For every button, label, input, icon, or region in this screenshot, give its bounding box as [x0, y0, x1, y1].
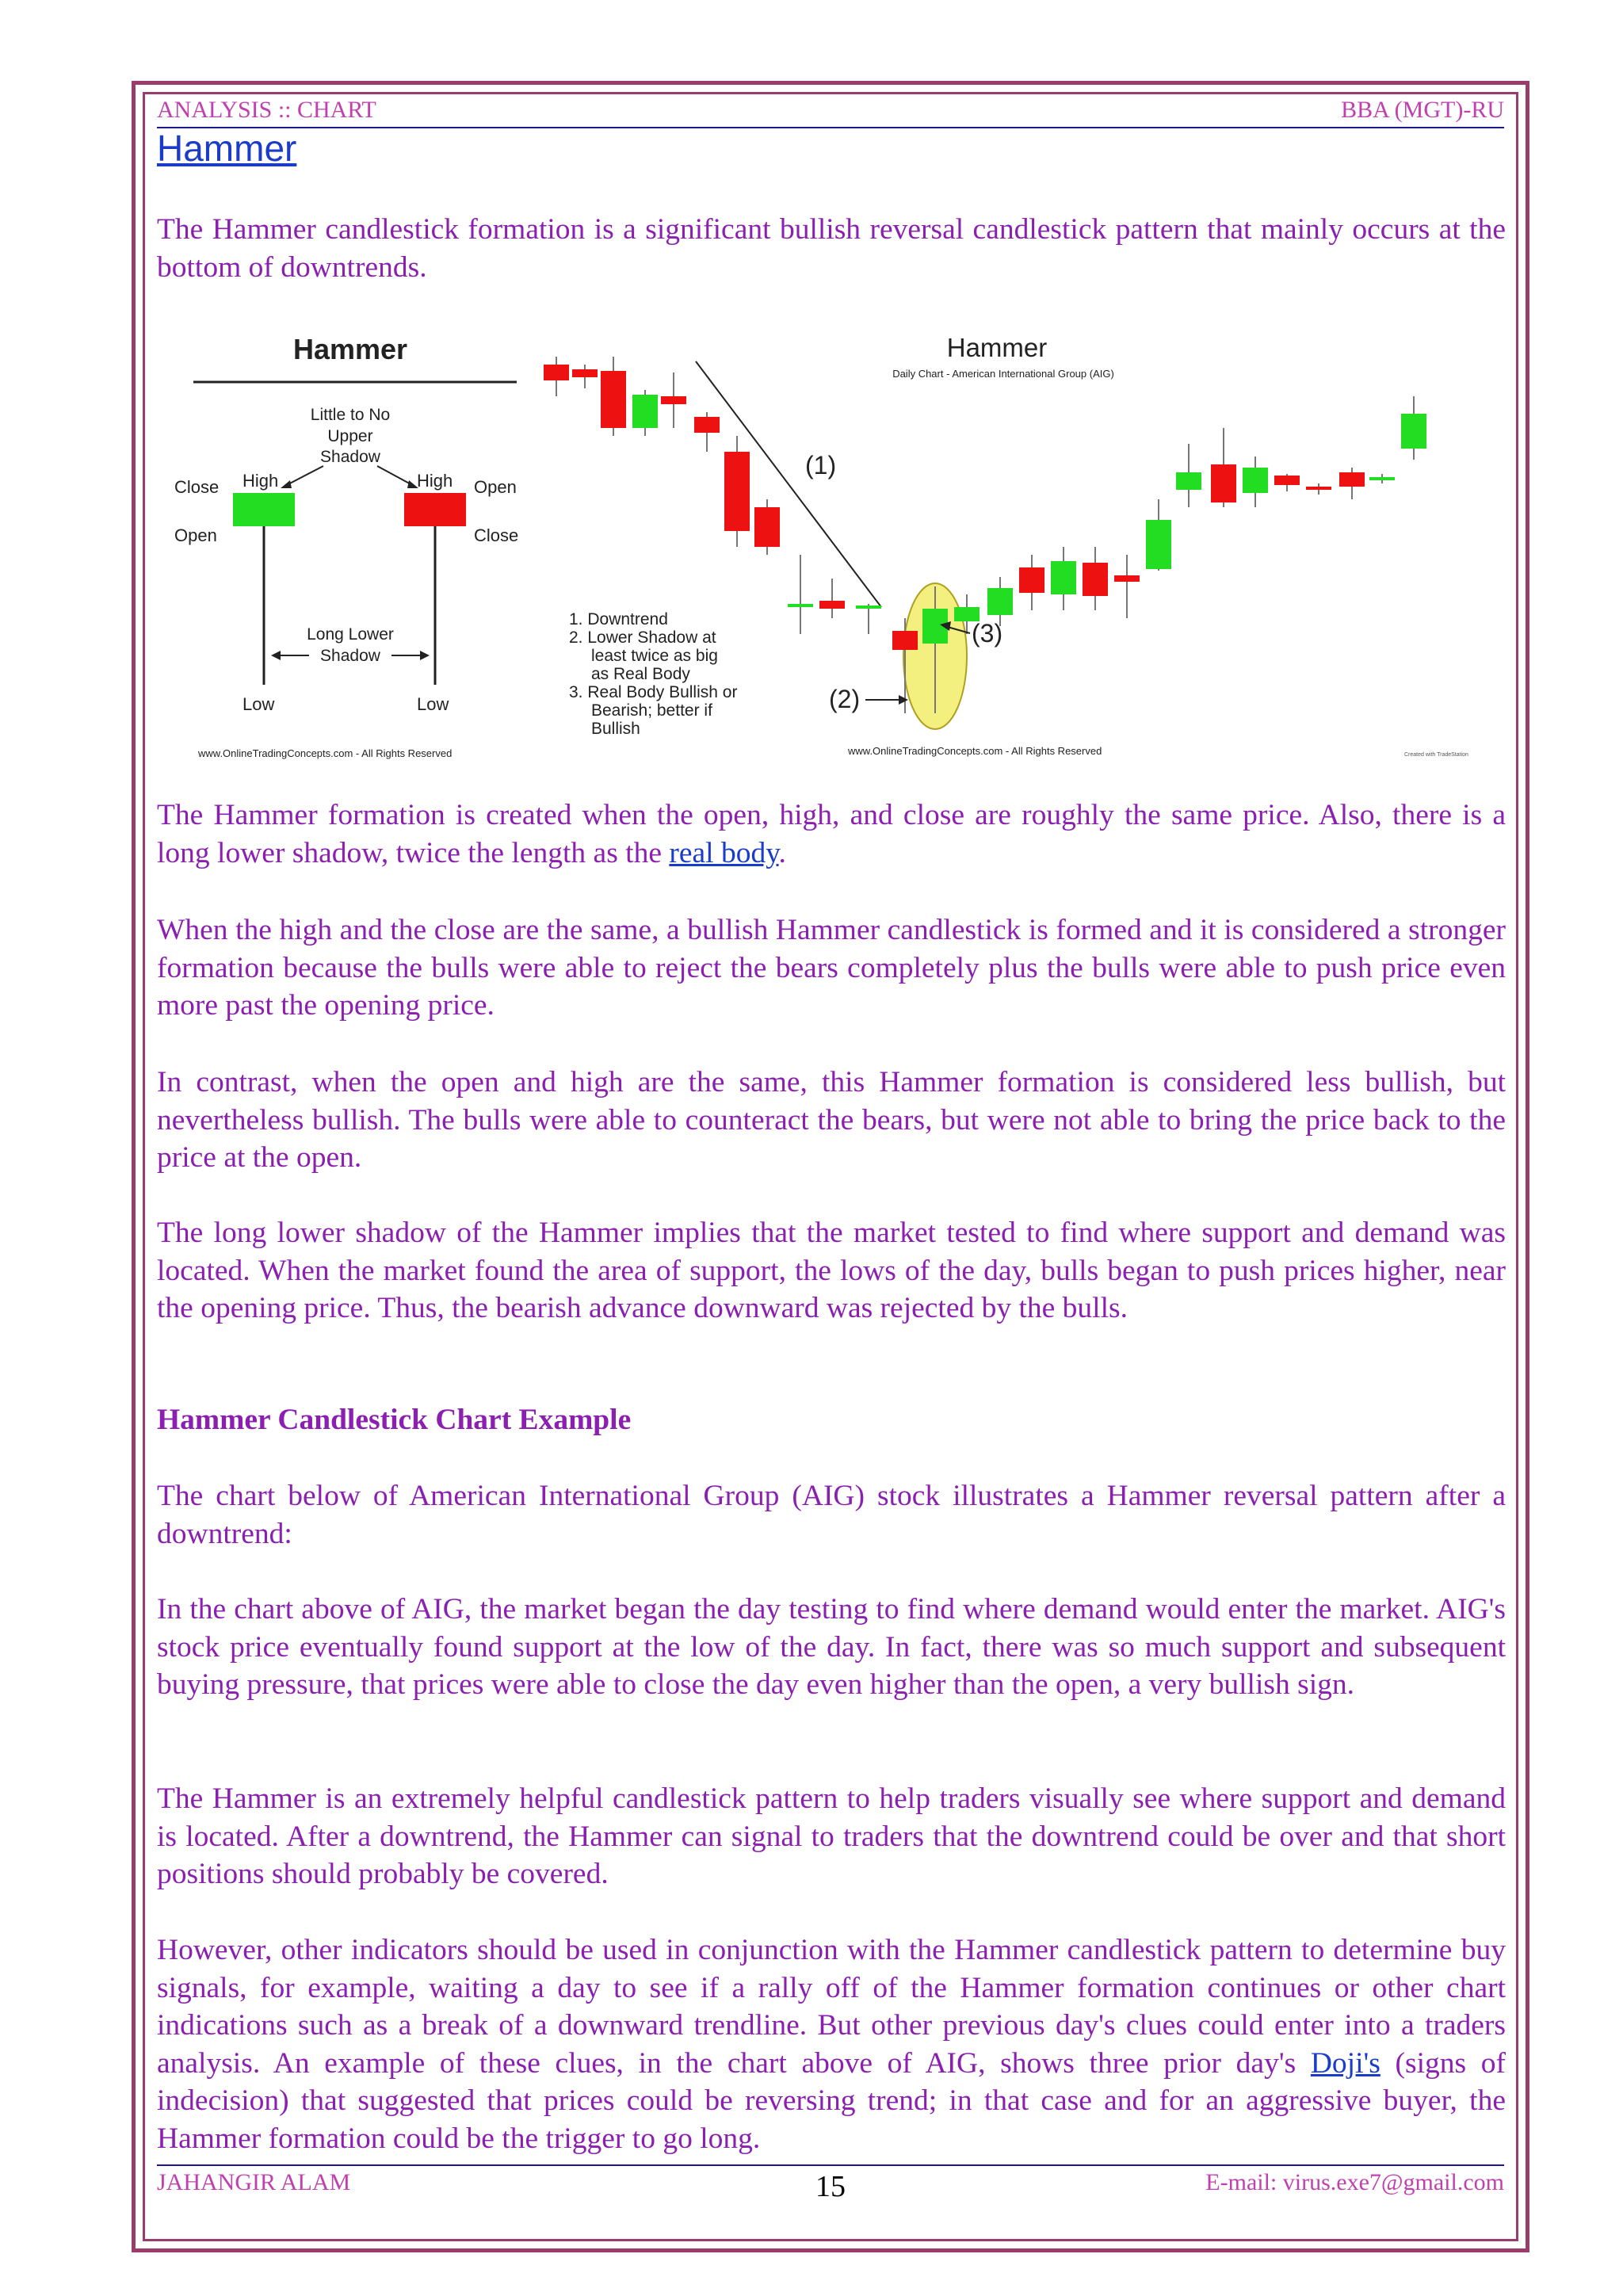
- hammer-figure-svg: [166, 317, 1506, 769]
- chart-notes: [569, 610, 737, 738]
- candle-body-4: [661, 396, 686, 404]
- candle-body-27: [1401, 414, 1426, 449]
- high-label-right: High: [417, 471, 453, 491]
- label-real-body: (3): [972, 619, 1003, 648]
- page-header: [157, 97, 1504, 128]
- candle-body-24: [1306, 487, 1331, 490]
- candle-body-5: [694, 417, 720, 433]
- candle-body-7: [754, 507, 780, 547]
- footer-email[interactable]: E-mail: virus.exe7@gmail.com: [1205, 2169, 1504, 2195]
- indicators-paragraph: [157, 1931, 1506, 2157]
- candle-body-16: [1051, 561, 1076, 594]
- formation-paragraph: [157, 797, 1506, 872]
- candle-body-18: [1114, 575, 1140, 582]
- footer-author: JAHANGIR ALAM: [157, 2169, 351, 2195]
- dojis-link[interactable]: Doji's: [1310, 2046, 1381, 2080]
- intro-paragraph: The Hammer candlestick formation is a significant bullish reversal candlestick pattern that mainly occurs at the bottom of downtrends.: [157, 213, 1506, 284]
- lower-shadow-label-1: Long Lower: [307, 625, 394, 644]
- candle-body-2: [601, 371, 626, 428]
- label-downtrend: (1): [805, 451, 837, 479]
- formation-text-end: .: [778, 836, 786, 869]
- bullish-hammer-paragraph: When the high and the close are the same, a bullish Hammer candlestick is formed and it is considered a stronger formation because the bulls were able to reject the bears completely plus the bulls were able to push price even more past the opening price.: [157, 914, 1506, 1022]
- candle-body-19: [1146, 520, 1171, 569]
- close-label-left: Close: [174, 477, 220, 497]
- candle-body-20: [1176, 472, 1201, 490]
- downtrend-line: [696, 361, 881, 607]
- candle-body-9: [819, 601, 845, 609]
- candle-body-1: [572, 369, 598, 377]
- indicators-text-end: (signs of indecision) that suggested that prices could be reversing trend; in that case and for an aggressive buyer, the Hammer formation could be the trigger to go long.: [157, 2046, 1506, 2155]
- candle-body-17: [1083, 563, 1108, 596]
- close-label-right: Close: [474, 525, 519, 545]
- upper-shadow-label-2: Upper: [327, 427, 373, 445]
- chart-credit: www.OnlineTradingConcepts.com - All Rights Reserved: [848, 745, 1102, 757]
- note-7: Bullish: [591, 720, 640, 738]
- note-4: as Real Body: [591, 665, 690, 683]
- header-section: ANALYSIS :: CHART: [157, 97, 376, 123]
- chart-title: Hammer: [946, 333, 1048, 362]
- candle-body-6: [724, 452, 750, 531]
- lower-shadow-label-2: Shadow: [320, 647, 380, 665]
- lower-shadow-pointer-head: [899, 695, 908, 705]
- candle-body-0: [544, 365, 569, 380]
- note-1: 1. Downtrend: [569, 610, 668, 628]
- page-number: 15: [815, 2170, 846, 2203]
- diagram-title: Hammer: [292, 333, 408, 365]
- example-subheading: Hammer Candlestick Chart Example: [157, 1404, 632, 1436]
- formation-text: The Hammer formation is created when the open, high, and close are roughly the same price. Also, there is a long lower shadow, twice the length as the: [157, 799, 1506, 869]
- high-label-left: High: [242, 471, 279, 491]
- aig-chart: [544, 333, 1468, 758]
- contrast-paragraph: In contrast, when the open and high are the same, this Hammer formation is considered less bullish, but nevertheless bullish. The bulls were able to counteract the bears, but were not able to bring the price back to the price at the open.: [157, 1066, 1506, 1174]
- upper-shadow-label-3: Shadow: [320, 448, 380, 466]
- candle-body-10: [856, 606, 881, 609]
- candle-body-23: [1274, 476, 1300, 485]
- candle-body-8: [788, 604, 813, 607]
- label-lower-shadow: (2): [829, 685, 861, 713]
- aig-intro-paragraph: The chart below of American International Group (AIG) stock illustrates a Hammer reversal pattern after a downtrend:: [157, 1480, 1506, 1550]
- candle-body-22: [1243, 468, 1268, 493]
- note-5: 3. Real Body Bullish or: [569, 683, 738, 701]
- lower-shadow-arrowhead-left: [271, 651, 281, 660]
- note-3: least twice as big: [591, 647, 718, 665]
- hammer-bull-body: [233, 493, 295, 526]
- chart-subtitle: Daily Chart - American International Group (AIG): [892, 368, 1114, 380]
- note-2: 2. Lower Shadow at: [569, 628, 716, 647]
- header-course: BBA (MGT)-RU: [1341, 97, 1504, 123]
- hammer-bear-body: [404, 493, 466, 526]
- note-6: Bearish; better if: [591, 701, 712, 720]
- candle-body-21: [1211, 464, 1236, 502]
- signal-paragraph: The Hammer is an extremely helpful candlestick pattern to help traders visually see where support and demand is located. After a downtrend, the Hammer can signal to traders that the downtrend could be over and that short positions should probably be covered.: [157, 1782, 1506, 1890]
- candle-body-11: [892, 631, 918, 650]
- candle-body-3: [632, 395, 658, 428]
- candle-body-15: [1019, 567, 1044, 593]
- low-label-right: Low: [417, 694, 449, 714]
- hammer-figure: [166, 317, 1506, 769]
- candle-body-14: [987, 588, 1013, 615]
- lower-shadow-arrowhead-right: [420, 651, 430, 660]
- candle-body-26: [1369, 477, 1395, 480]
- candle-body-25: [1339, 472, 1365, 487]
- diagram-credit: www.OnlineTradingConcepts.com - All Rights Reserved: [198, 747, 453, 759]
- upper-shadow-arrowhead-left: [281, 480, 292, 488]
- low-label-left: Low: [242, 694, 275, 714]
- hammer-diagram: [174, 333, 518, 759]
- aig-analysis-paragraph: In the chart above of AIG, the market began the day testing to find where demand would enter the market. AIG's stock price eventually found support at the low of the day. In fact, there was so much support and subsequent buying pressure, that prices were able to close the day even higher than the open, a very bullish sign.: [157, 1593, 1506, 1701]
- page-footer: [157, 2164, 1504, 2203]
- lower-shadow-paragraph: The long lower shadow of the Hammer implies that the market tested to find where support and demand was located. When the market found the area of support, the lows of the day, bulls began to push prices higher, near the opening price. Thus, the bearish advance downward was rejected by the bulls.: [157, 1217, 1506, 1324]
- real-body-link[interactable]: real body: [669, 836, 779, 869]
- chart-watermark: Created with TradeStation: [1404, 752, 1468, 758]
- indicators-text: However, other indicators should be used in conjunction with the Hammer candlestick pattern to determine buy signals, for example, waiting a day to see if a rally off of the Hammer formation continues or other chart indications such as a break of a downward trendline. But other previous day's clues could enter into a traders analysis. An example of these clues, in the chart above of AIG, shows three prior day's: [157, 1934, 1506, 2080]
- upper-shadow-label-1: Little to No: [310, 406, 391, 424]
- open-label-right: Open: [474, 477, 517, 497]
- page-title[interactable]: Hammer: [157, 128, 297, 169]
- open-label-left: Open: [174, 525, 217, 545]
